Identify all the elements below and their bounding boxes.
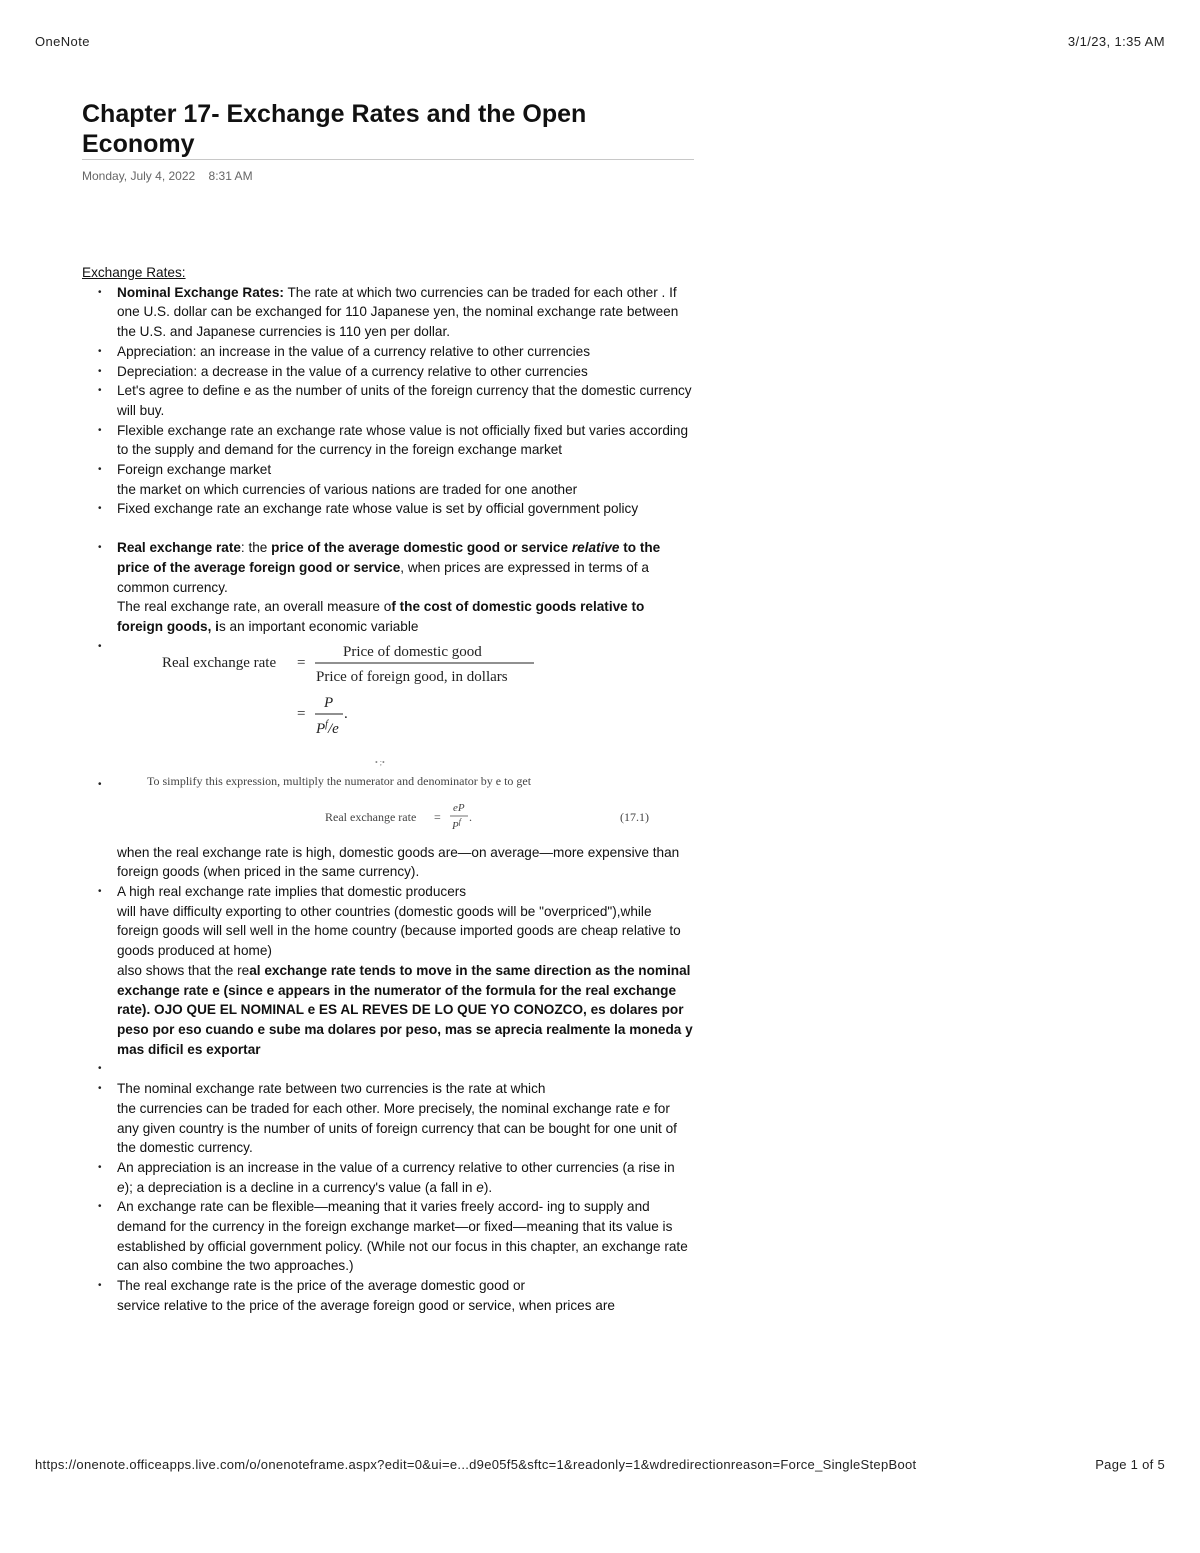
list-item	[82, 1158, 694, 1197]
page-date-day: Monday, July 4, 2022	[82, 169, 196, 183]
summary-appreciation-text: An appreciation is an increase in the value of a currency relative to other currencies (a rise in	[117, 1159, 675, 1175]
summary-appreciation-text: ).	[483, 1179, 493, 1195]
summary-real-text: service relative to the price of the average foreign good or service, when prices are	[117, 1297, 615, 1313]
page-date-time: 8:31 AM	[208, 169, 253, 183]
summary-real-text: • The real exchange rate is the price of the average domestic good or	[117, 1278, 526, 1294]
bullet-list	[82, 538, 694, 1315]
fixed-text: Fixed exchange rate an exchange rate whose value is set by official government policy	[117, 501, 639, 517]
eq2-number: (17.1)	[620, 809, 649, 824]
equation-image	[117, 637, 694, 775]
eq1-denominator: Price of foreign good, in dollars	[316, 668, 508, 685]
summary-nominal-e: e	[642, 1100, 651, 1116]
print-datetime: 3/1/23, 1:35 AM	[1067, 34, 1165, 49]
high-implies-bold: al exchange rate tends to move in the same direction as the nominal exchange rate e (since e appears in the numerator of the formula for the real exchange rate). OJO QUE EL NOMINAL e ES AL REVES DE LO QUE YO CONOZCO, es dolares por peso por eso cuando e sube ma dolares por peso, mas se aprecia realmente la moneda y mas dificil es exportar	[117, 962, 693, 1057]
bullet-list	[82, 283, 694, 519]
summary-appreciation-text: ); a depreciation is a decline in a currency's value (a fall in	[124, 1179, 477, 1195]
list-item	[82, 381, 694, 420]
list-item	[82, 342, 694, 362]
title-divider	[82, 159, 694, 160]
high-real-text: when the real exchange rate is high, domestic goods are—on average—more expensive than foreign goods (when priced in the same currency).	[117, 844, 680, 880]
real-text: s an important economic variable	[218, 618, 419, 634]
summary-appreciation-e: e	[117, 1179, 125, 1195]
real-bold: i	[211, 618, 219, 634]
nominal-label: Nominal Exchange Rates:	[117, 284, 284, 300]
appreciation-text: Appreciation: an increase in the value of a currency relative to other currencies	[117, 343, 591, 359]
list-item	[82, 637, 694, 775]
blank-line	[82, 519, 694, 538]
eq2-lhs: Real exchange rate	[325, 809, 417, 824]
define-e-text: Let's agree to define e as the number of units of the foreign currency that the domestic currency will buy.	[117, 383, 692, 418]
list-item	[82, 1197, 694, 1276]
depreciation-text: Depreciation: a decrease in the value of a currency relative to other currencies	[117, 363, 588, 379]
eq2-period: .	[469, 809, 472, 824]
print-header	[35, 34, 1165, 50]
summary-nominal-text: the currencies can be traded for each other. More precisely, the nominal exchange rate	[117, 1100, 643, 1116]
list-item	[82, 1276, 694, 1315]
list-item	[82, 460, 694, 499]
eq1-den2: $P^f/e$	[316, 718, 339, 737]
summary-nominal-text: • The nominal exchange rate between two currencies is the rate at which	[117, 1081, 546, 1097]
list-item	[82, 362, 694, 382]
eq2-numerator: eP	[453, 801, 465, 814]
list-item	[82, 1059, 694, 1079]
real-bold: price of the average domestic good or service	[271, 540, 569, 556]
list-item	[82, 499, 694, 519]
summary-nominal-text: for any given country is the number of units of foreign currency that can be bought for one unit of the domestic currency.	[117, 1100, 677, 1156]
section-heading: Exchange Rates:	[82, 265, 186, 280]
page-url: https://onenote.officeapps.live.com/o/onenoteframe.aspx?edit=0&ui=e...d9e05f5&sftc=1&readonly=1&wdredirectionreason=Force_SingleStepBoot	[35, 1457, 917, 1472]
high-implies-text: • A high real exchange rate implies that domestic producers	[117, 884, 467, 900]
list-item	[82, 775, 694, 882]
nominal-text: The rate at which two currencies can be traded for each other . If one U.S. dollar can be exchanged for 110 Japanese yen, the nominal exchange rate between the U.S. and Japanese currencies is 110 yen per dollar.	[117, 284, 679, 340]
fx-market-title: • Foreign exchange market	[117, 462, 272, 478]
page-date	[82, 169, 253, 183]
simplified-equation	[147, 775, 667, 843]
scan-artifact: • ;•	[375, 757, 385, 767]
real-bold: to the price of the average foreign good or service	[117, 540, 661, 575]
eq1-period: .	[344, 705, 348, 722]
high-implies-text: also shows that the re	[117, 962, 250, 978]
list-item	[82, 1079, 694, 1158]
real-text: : the	[240, 540, 272, 556]
page-indicator: Page 1 of 5	[1095, 1457, 1165, 1472]
summary-nominal-paragraph	[117, 1099, 694, 1158]
fx-market-definition: the market on which currencies of various nations are traded for one another	[117, 481, 578, 497]
real-bold: f the cost of domestic goods relative to foreign goods,	[117, 599, 645, 634]
eq1-equals: =	[297, 654, 306, 671]
eq1-lhs: • Real exchange rate	[162, 654, 277, 671]
page-title: Chapter 17- Exchange Rates and the Open Economy	[82, 100, 587, 158]
eq1-equals-2: =	[297, 705, 306, 722]
list-item	[82, 283, 694, 342]
real-exchange-rate-equation	[147, 637, 587, 775]
eq2-intro: • To simplify this expression, multiply the numerator and denominator by e to get	[147, 774, 532, 788]
eq1-numerator: Price of domestic good	[343, 643, 482, 660]
list-item	[82, 538, 694, 637]
list-item	[82, 882, 694, 1059]
summary-flexible-text: An exchange rate can be flexible—meaning that it varies freely accord- ing to supply and demand for the currency in the foreign exchange market—or fixed—meaning that its value is established by official government policy. (While not our focus in this chapter, an exchange rate can also combine the two approaches.)	[117, 1199, 688, 1274]
eq2-denominator: $P^f$	[452, 816, 461, 832]
eq2-equals: =	[434, 809, 441, 824]
real-italic: relative	[571, 540, 620, 556]
app-name: OneNote	[35, 34, 90, 49]
flexible-text: Flexible exchange rate an exchange rate whose value is not officially fixed but varies according to the supply and demand for the currency in the foreign exchange market	[117, 422, 689, 458]
real-paragraph	[117, 597, 694, 636]
list-item	[82, 421, 694, 460]
high-implies-paragraph	[117, 961, 694, 1060]
real-label: Real exchange rate	[117, 540, 241, 556]
equation-image	[117, 775, 694, 843]
real-text: The real exchange rate, an overall measure o	[117, 599, 392, 615]
print-footer	[35, 1457, 1165, 1473]
real-text: , when prices are expressed in terms of a common currency.	[117, 559, 649, 595]
summary-appreciation-e: e	[476, 1179, 484, 1195]
eq1-num2: P	[324, 694, 334, 711]
note-content	[82, 263, 694, 1316]
high-implies-text: will have difficulty exporting to other countries (domestic goods will be "overpriced"),while foreign goods will sell well in the home country (because imported goods are cheap relative to goods produced at home)	[117, 903, 681, 959]
